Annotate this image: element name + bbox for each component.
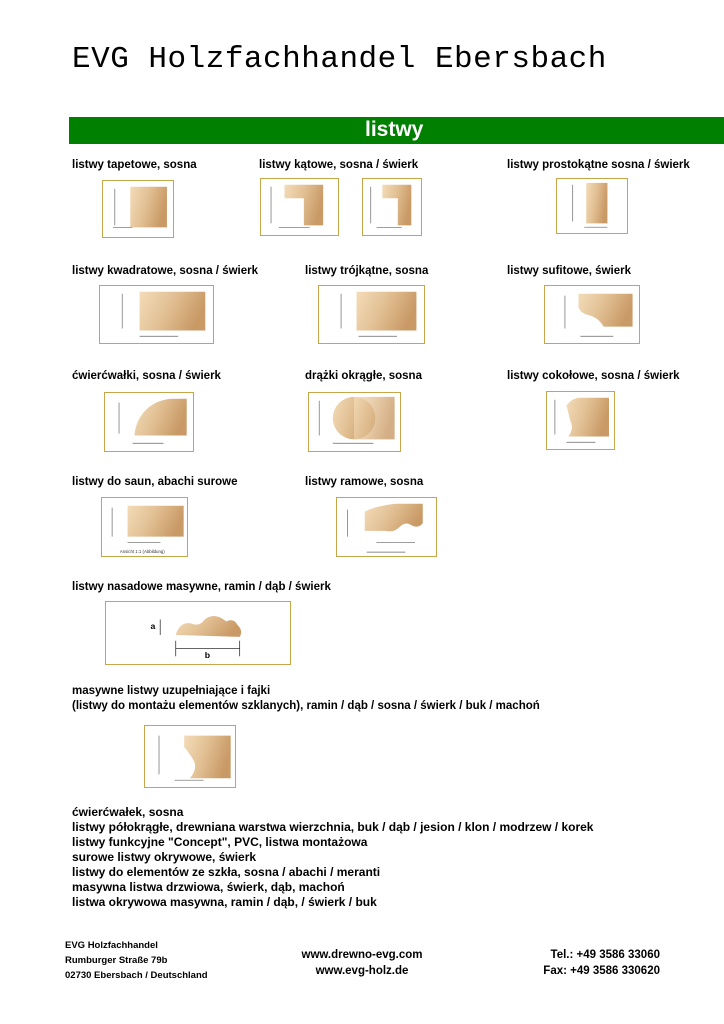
list-item: listwy półokrągłe, drewniana warstwa wierzchnia, buk / dąb / jesion / klon / modrzew / korek xyxy=(72,820,594,834)
footer-websites xyxy=(296,947,428,979)
footer-city: 02730 Ebersbach / Deutschland xyxy=(65,970,208,981)
profile-tapetowe-icon xyxy=(102,180,174,238)
list-item: surowe listwy okrywowe, świerk xyxy=(72,850,257,864)
sauna-caption: Ansicht 1:1 (Abbildung) xyxy=(119,549,165,555)
product-label-drazki: drążki okrągłe, sosna xyxy=(305,370,422,382)
svg-text:b: b xyxy=(204,650,211,661)
product-label-uzupelniajace: masywne listwy uzupełniające i fajki xyxy=(72,685,271,697)
other-products-list xyxy=(72,805,593,910)
product-label-nasadowe: listwy nasadowe masywne, ramin / dąb / świerk xyxy=(72,581,331,593)
profile-katowe-2-icon xyxy=(362,178,422,236)
footer-street: Rumburger Straße 79b xyxy=(65,955,168,966)
profile-cwiercwalek-icon xyxy=(104,392,194,452)
product-label-trojkatne: listwy trójkątne, sosna xyxy=(305,265,429,277)
product-label-cokolowe: listwy cokołowe, sosna / świerk xyxy=(507,370,680,382)
product-label-tapetowe: listwy tapetowe, sosna xyxy=(72,159,197,171)
profile-katowe-icon xyxy=(260,178,339,236)
section-banner xyxy=(69,117,724,144)
product-label-katowe: listwy kątowe, sosna / świerk xyxy=(259,159,419,171)
profile-uzupelniajace-icon xyxy=(144,725,236,788)
product-label-cwiercwalki: ćwierćwałki, sosna / świerk xyxy=(72,370,221,382)
footer-fax: Fax: +49 3586 330620 xyxy=(543,965,660,977)
profile-ramowe-icon xyxy=(336,497,437,557)
product-label-kwadratowe: listwy kwadratowe, sosna / świerk xyxy=(72,265,258,277)
product-label-uzupelniajace-detail: (listwy do montażu elementów szklanych), ramin / dąb / sosna / świerk / buk / machoń xyxy=(72,700,540,712)
profile-drazek-icon xyxy=(308,392,401,452)
profile-sufitowe-icon xyxy=(544,285,640,344)
section-title: listwy xyxy=(365,118,424,141)
product-label-ramowe: listwy ramowe, sosna xyxy=(305,476,424,488)
profile-kwadratowe-icon xyxy=(99,285,214,344)
list-item: masywna listwa drzwiowa, świerk, dąb, machoń xyxy=(72,880,345,894)
footer-address xyxy=(65,938,208,983)
profile-sauna-icon xyxy=(101,497,188,557)
list-item: ćwierćwałek, sosna xyxy=(72,805,184,819)
footer-contact xyxy=(520,947,660,979)
product-label-sauna: listwy do saun, abachi surowe xyxy=(72,476,238,488)
footer-web1[interactable]: www.drewno-evg.com xyxy=(301,949,423,961)
profile-cokolowe-icon xyxy=(546,391,615,450)
list-item: listwa okrywowa masywna, ramin / dąb, / świerk / buk xyxy=(72,895,377,909)
product-label-sufitowe: listwy sufitowe, świerk xyxy=(507,265,631,277)
footer-company: EVG Holzfachhandel xyxy=(65,940,158,951)
profile-trojkatne-icon xyxy=(318,285,425,344)
company-title: EVG Holzfachhandel Ebersbach xyxy=(72,42,607,77)
profile-nasadowe-icon xyxy=(105,601,291,665)
product-label-prostokatne: listwy prostokątne sosna / świerk xyxy=(507,159,690,171)
profile-prostokatne-icon xyxy=(556,178,628,234)
list-item: listwy funkcyjne "Concept", PVC, listwa montażowa xyxy=(72,835,368,849)
footer-web2[interactable]: www.evg-holz.de xyxy=(315,965,409,977)
list-item: listwy do elementów ze szkła, sosna / abachi / meranti xyxy=(72,865,381,879)
svg-text:a: a xyxy=(150,621,156,632)
footer-tel: Tel.: +49 3586 33060 xyxy=(550,949,660,961)
